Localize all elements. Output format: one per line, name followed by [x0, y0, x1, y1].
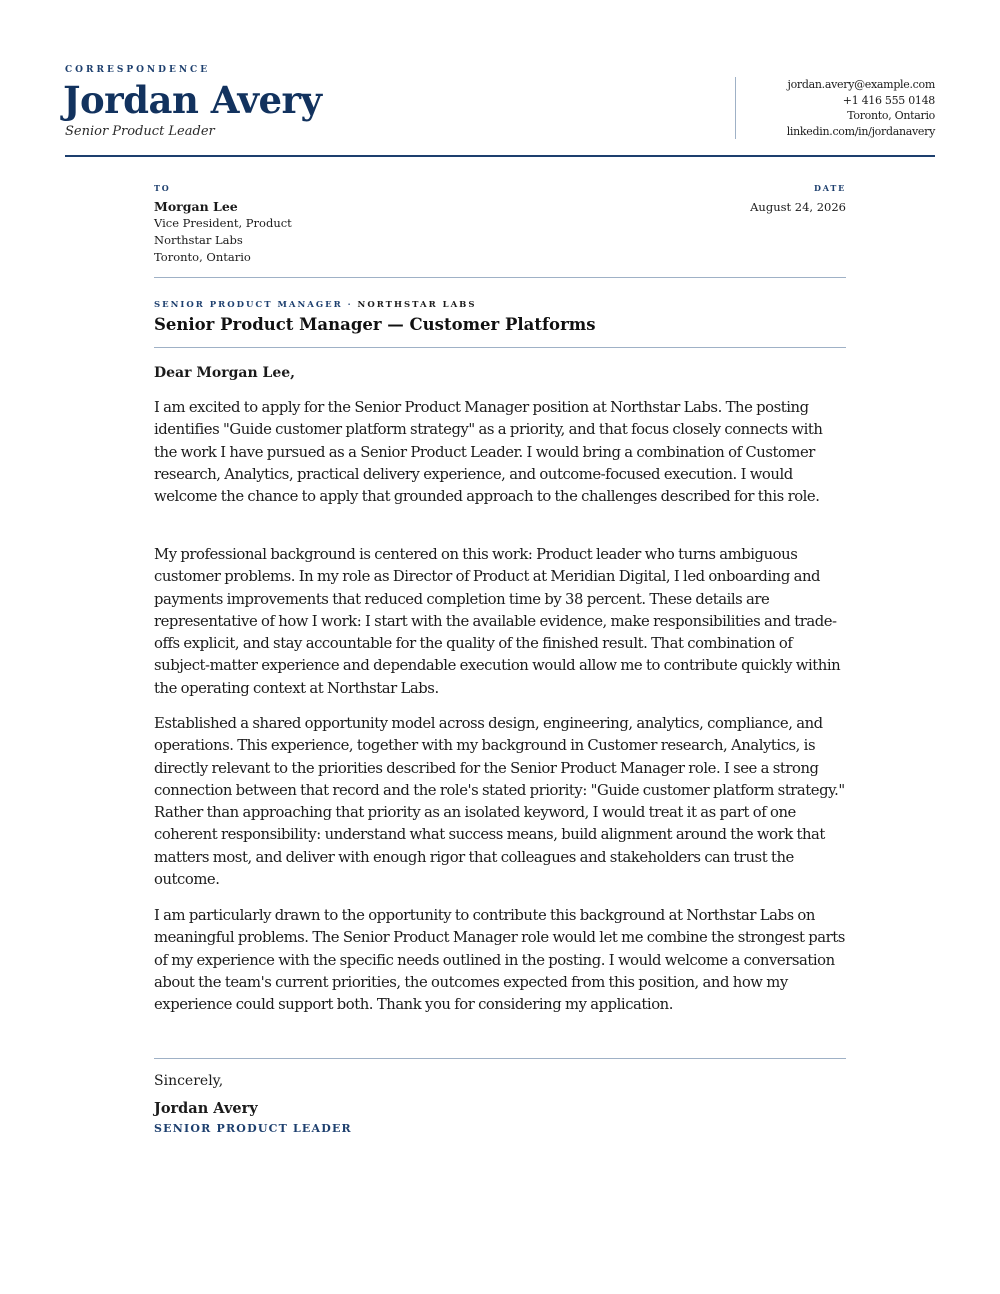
- position-role-label: SENIOR PRODUCT MANAGER: [154, 300, 343, 310]
- position-divider: [154, 347, 846, 348]
- position-company-label: NORTHSTAR LABS: [357, 300, 477, 310]
- signature-role: SENIOR PRODUCT LEADER: [154, 1122, 352, 1135]
- contact-email: jordan.avery@example.com: [787, 78, 935, 91]
- header-divider: [65, 155, 935, 157]
- date-value: August 24, 2026: [750, 200, 846, 214]
- contact-phone: +1 416 555 0148: [842, 93, 935, 107]
- body-paragraph: I am excited to apply for the Senior Product Manager position at Northstar Labs. The posting identifies "Guide customer platform strategy" as a priority, and that focus closely connects with the work I have pursued as a Senior Product Leader. I would bring a combination of Customer research, Analytics, practical delivery experience, and outcome-focused execution. I would welcome the chance to apply that grounded approach to the challenges described for this role.: [154, 399, 823, 506]
- position-separator: ·: [342, 300, 358, 310]
- recipient-company: Northstar Labs: [154, 233, 243, 247]
- recipient-location: Toronto, Ontario: [154, 250, 251, 264]
- position-title: Senior Product Manager — Customer Platforms: [154, 315, 596, 334]
- position-eyebrow: [154, 300, 846, 310]
- sender-name: Jordan Avery: [63, 78, 322, 122]
- recipient-title: Vice President, Product: [154, 216, 292, 230]
- document-eyebrow: CORRESPONDENCE: [65, 65, 211, 75]
- closing: Sincerely,: [154, 1073, 224, 1089]
- recipient-block: [154, 183, 846, 266]
- sender-role: Senior Product Leader: [65, 124, 215, 139]
- body-paragraph: My professional background is centered on this work: Product leader who turns ambiguous customer problems. In my role as Director of Product at Meridian Digital, I led onboarding and payments improvements that reduced completion time by 38 percent. These details are representative of how I work: I start with the available evidence, make responsibilities and trade-offs explicit, and stay accountable for the quality of the finished result. That combination of subject-matter experience and dependable execution would allow me to contribute quickly within the operating context at Northstar Labs.: [154, 546, 841, 697]
- recipient-divider: [154, 277, 846, 278]
- date-block: [750, 183, 846, 215]
- recipient-label: TO: [154, 183, 171, 193]
- recipient-name: Morgan Lee: [154, 199, 238, 214]
- contact-linkedin: linkedin.com/in/jordanavery: [786, 124, 935, 138]
- date-label: DATE: [814, 183, 846, 193]
- body-paragraph: I am particularly drawn to the opportunity to contribute this background at Northstar Labs on meaningful problems. The Senior Product Manager role would let me combine the strongest parts of my experience with the specific needs outlined in the posting. I would welcome a conversation about the team's current priorities, the outcomes expected from this position, and how my experience could support both. Thank you for considering my application.: [154, 907, 845, 1014]
- contact-block: [735, 77, 935, 139]
- closing-divider: [154, 1058, 846, 1059]
- contact-location: Toronto, Ontario: [847, 109, 935, 123]
- salutation: Dear Morgan Lee,: [154, 365, 296, 381]
- position-block: [154, 300, 846, 334]
- signature-name: Jordan Avery: [154, 1100, 258, 1117]
- body-paragraph: Established a shared opportunity model across design, engineering, analytics, compliance, and operations. This experience, together with my background in Customer research, Analytics, is directly relevant to the priorities described for the Senior Product Manager role. I see a strong connection between that record and the role's stated priority: "Guide customer platform strategy." Rather than approaching that priority as an isolated keyword, I would treat it as part of one coherent responsibility: understand what success means, build alignment around the work that matters most, and deliver with enough rigor that colleagues and stakeholders can trust the outcome.: [154, 715, 845, 889]
